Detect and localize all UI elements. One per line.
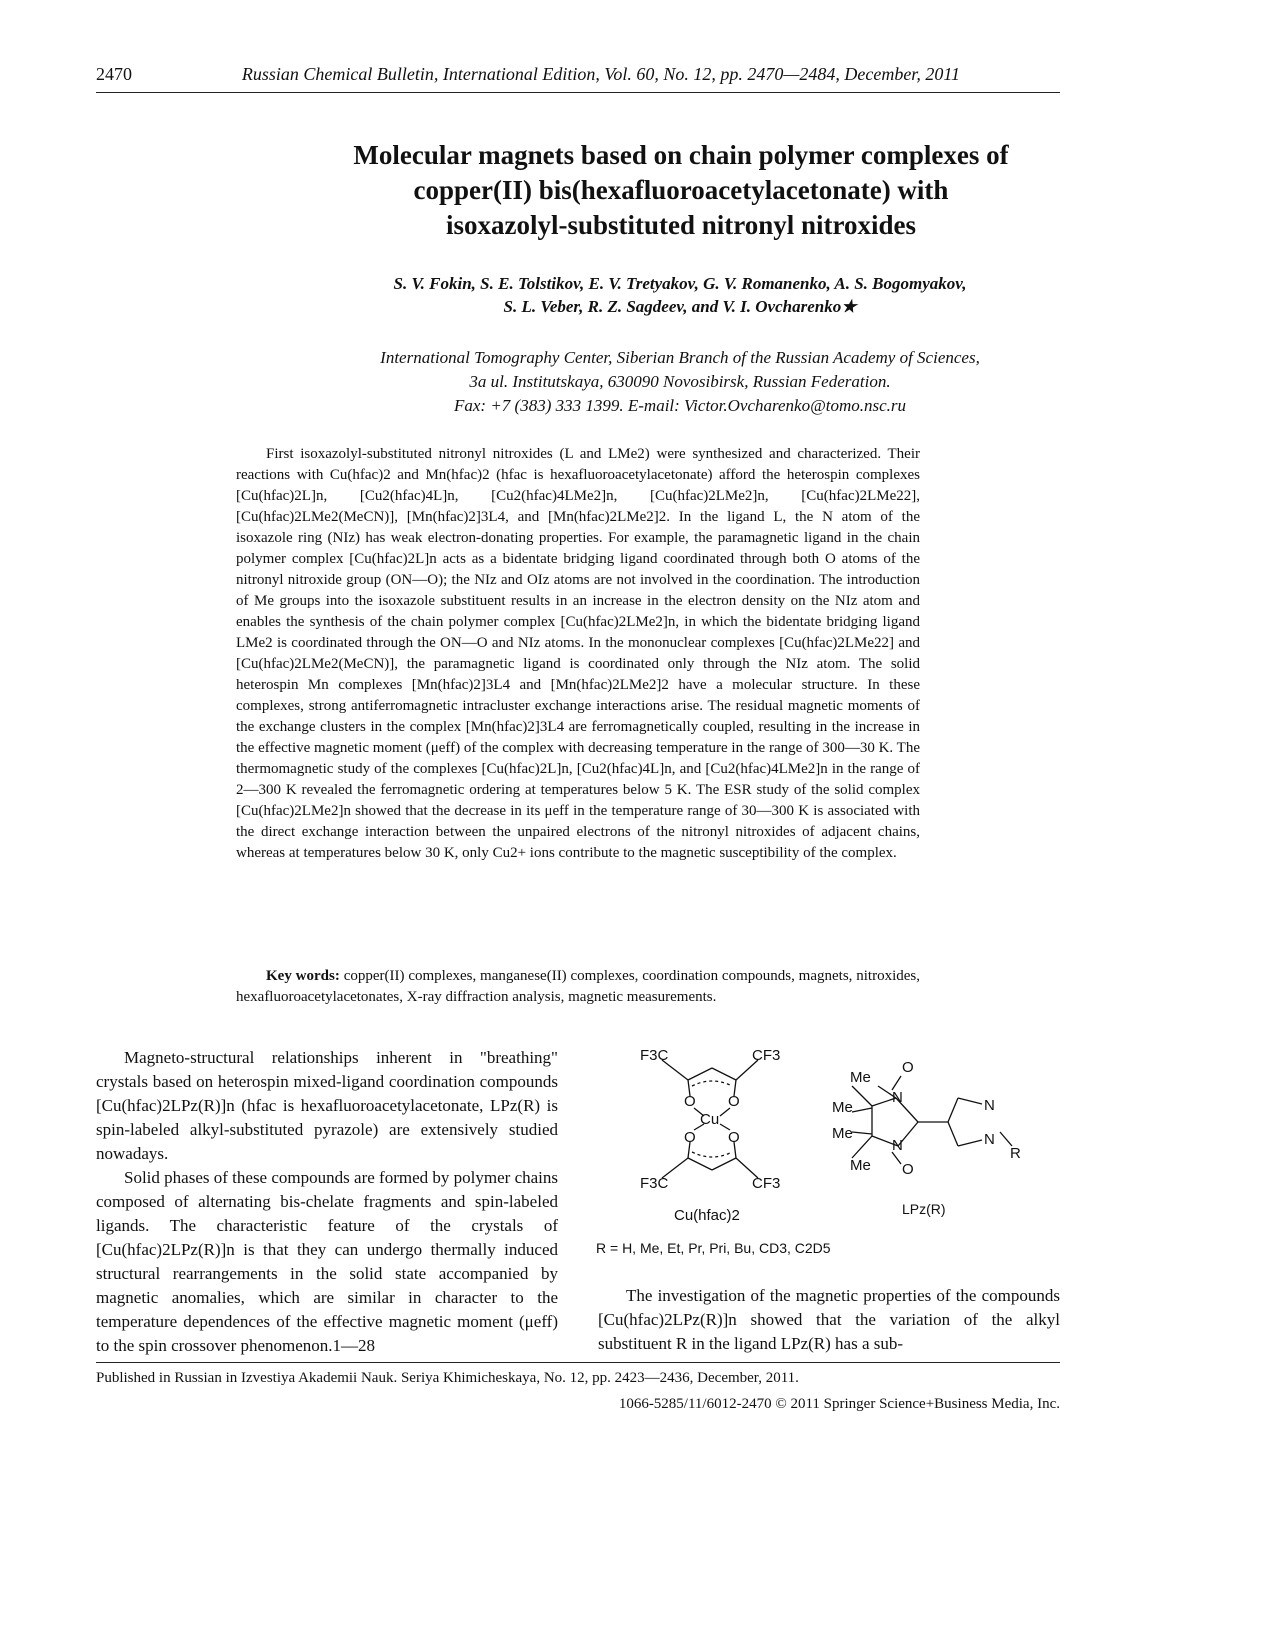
author-list — [160, 272, 1200, 318]
methyl-label-2: Me — [832, 1099, 853, 1116]
journal-citation: Russian Chemical Bulletin, International Edition, Vol. 60, No. 12, pp. 2470—2484, December, 2011 — [241, 64, 960, 84]
authors-line-1: S. V. Fokin, S. E. Tolstikov, E. V. Tretyakov, G. V. Romanenko, A. S. Bogomyakov, — [393, 274, 967, 293]
cf3-top-left: F3C — [640, 1047, 669, 1064]
keywords — [236, 966, 920, 1008]
keywords-text: copper(II) complexes, manganese(II) complexes, coordination compounds, magnets, nitroxides, hexafluoroacetylacetonates, X-ray diffraction analysis, magnetic measurements. — [236, 968, 920, 1005]
body-paragraph-1: Magneto-structural relationships inherent in "breathing" crystals based on heterospin mixed-ligand coordination compounds [Cu(hfac)2LPz(R)]n (hfac is hexafluoroacetylacetonate, LPz(R) is spin-labeled alkyl-substituted pyrazole) are extensively studied nowadays. — [96, 1048, 558, 1163]
oxygen-label-3: O — [684, 1129, 696, 1146]
affiliation-line-3: Fax: +7 (383) 333 1399. E-mail: Victor.Ovcharenko@tomo.nsc.ru — [453, 396, 907, 415]
title-line-1: Molecular magnets based on chain polymer complexes of — [353, 140, 1009, 170]
copper-label: Cu — [700, 1111, 720, 1128]
body-paragraph-3: The investigation of the magnetic properties of the compounds [Cu(hfac)2LPz(R)]n showed that the variation of the alkyl substituent R in the ligand LPz(R) has a sub- — [598, 1286, 1060, 1353]
cf3-bottom-right: CF3 — [752, 1175, 781, 1192]
affiliation — [160, 346, 1200, 418]
affiliation-line-2: 3a ul. Institutskaya, 630090 Novosibirsk, Russian Federation. — [469, 372, 891, 391]
nitroxide-n-top: N — [892, 1089, 903, 1106]
copyright-line: 1066-5285/11/6012-2470 © 2011 Springer Science+Business Media, Inc. — [618, 1396, 1060, 1412]
cf3-bottom-left: F3C — [640, 1175, 669, 1192]
nitroxide-n-bottom: N — [892, 1137, 903, 1154]
chemical-structures-figure — [596, 1046, 1060, 1261]
keywords-label: Key words: — [266, 968, 340, 984]
oxygen-label-2: O — [728, 1093, 740, 1110]
substituent-r-label: R — [1010, 1145, 1021, 1162]
pyrazole-n-2: N — [984, 1131, 995, 1148]
running-header — [96, 62, 1060, 93]
radical-o-label: O — [902, 1059, 914, 1076]
methyl-label-3: Me — [832, 1125, 853, 1142]
footer-rule — [96, 1362, 1060, 1363]
methyl-label-4: Me — [850, 1157, 871, 1174]
abstract: First isoxazolyl-substituted nitronyl nitroxides (L and LMe2) were synthesized and characterized. Their reactions with Cu(hfac)2 and Mn(hfac)2 (hfac is hexafluoroacetylacetonate) afford the heterospin complexes [Cu(hfac)2L]n, [Cu2(hfac)4L]n, [Cu2(hfac)4LMe2]n, [Cu(hfac)2LMe2]n, [Cu(hfac)2LMe22], [Cu(hfac)2LMe2(MeCN)], [Mn(hfac)2]3L4, and [Mn(hfac)2LMe2]2. In the ligand L, the N atom of the isoxazole ring (NIz) has weak electron-donating properties. For example, the paramagnetic ligand in the chain polymer complex [Cu(hfac)2L]n acts as a bidentate bridging ligand coordinated through both O atoms of the nitronyl nitroxide group (ON—O); the NIz and OIz atoms are not involved in the coordination. The introduction of Me groups into the isoxazole substituent results in an increase in the electron density on the NIz atom and enables the synthesis of the chain polymer complex [Cu(hfac)2LMe2]n, in which the bidentate bridging ligand LMe2 is coordinated through the ON—O and NIz atoms. In the mononuclear complexes [Cu(hfac)2LMe22] and [Cu(hfac)2LMe2(MeCN)], the paramagnetic ligand is coordinated only through the NIz atom. The solid heterospin Mn complexes [Mn(hfac)2]3L4 and [Mn(hfac)2LMe2]2 have a molecular structure. In these complexes, strong antiferromagnetic intracluster exchange interactions arise. The residual magnetic moments of the exchange clusters in the complex [Mn(hfac)2]3L4 are ferromagnetically coupled, resulting in the increase in the effective magnetic moment (μeff) of the complex with decreasing temperature in the range of 300—30 K. The thermomagnetic study of the complexes [Cu(hfac)2L]n, [Cu2(hfac)4L]n, and [Cu2(hfac)4LMe2]n in the range of 2—300 K revealed the ferromagnetic ordering at temperatures below 5 K. The ESR study of the solid complex [Cu(hfac)2LMe2]n showed that the decrease in its μeff in the temperature range of 30—300 K is associated with the direct exchange interaction between the unpaired electrons of the nitronyl nitroxides of adjacent chains, whereas at temperatures below 30 K, only Cu2+ ions contribute to the magnetic susceptibility of the complex. — [236, 446, 920, 861]
pyrazole-n-1: N — [984, 1097, 995, 1114]
page-number: 2470 — [96, 64, 132, 84]
cf3-top-right: CF3 — [752, 1047, 781, 1064]
published-note: Published in Russian in Izvestiya Akademii Nauk. Seriya Khimicheskaya, No. 12, pp. 2423—2436, December, 2011. — [96, 1370, 799, 1386]
substituent-list: R = H, Me, Et, Pr, Pri, Bu, CD3, C2D5 — [596, 1240, 831, 1256]
body-paragraph-2: Solid phases of these compounds are formed by polymer chains composed of alternating bis-chelate fragments and spin-labeled ligands. The characteristic feature of the crystals of [Cu(hfac)2LPz(R)]n is that they can undergo thermally induced structural rearrangements in the solid state accompanied by magnetic anomalies, which are similar in character to the temperature dependences of the effective magnetic moment (μeff) to the spin crossover phenomenon.1—28 — [96, 1168, 558, 1355]
oxygen-label-1: O — [684, 1093, 696, 1110]
cu-hfac2-caption: Cu(hfac)2 — [674, 1207, 740, 1224]
ligand-caption: LPz(R) — [902, 1201, 946, 1217]
title-line-2: copper(II) bis(hexafluoroacetylacetonate) with — [413, 175, 949, 205]
nitronyl-nitroxide-structure — [852, 1076, 1012, 1164]
methyl-label-1: Me — [850, 1069, 871, 1086]
article-title — [96, 138, 1266, 243]
affiliation-line-1: International Tomography Center, Siberian Branch of the Russian Academy of Sciences, — [380, 348, 980, 367]
oxygen-label-4: O — [728, 1129, 740, 1146]
nitroxide-o-label: O — [902, 1161, 914, 1178]
body-left-column — [96, 1046, 558, 1358]
authors-line-2: S. L. Veber, R. Z. Sagdeev, and V. I. Ovcharenko★ — [503, 297, 857, 316]
title-line-3: isoxazolyl-substituted nitronyl nitroxides — [445, 210, 917, 240]
